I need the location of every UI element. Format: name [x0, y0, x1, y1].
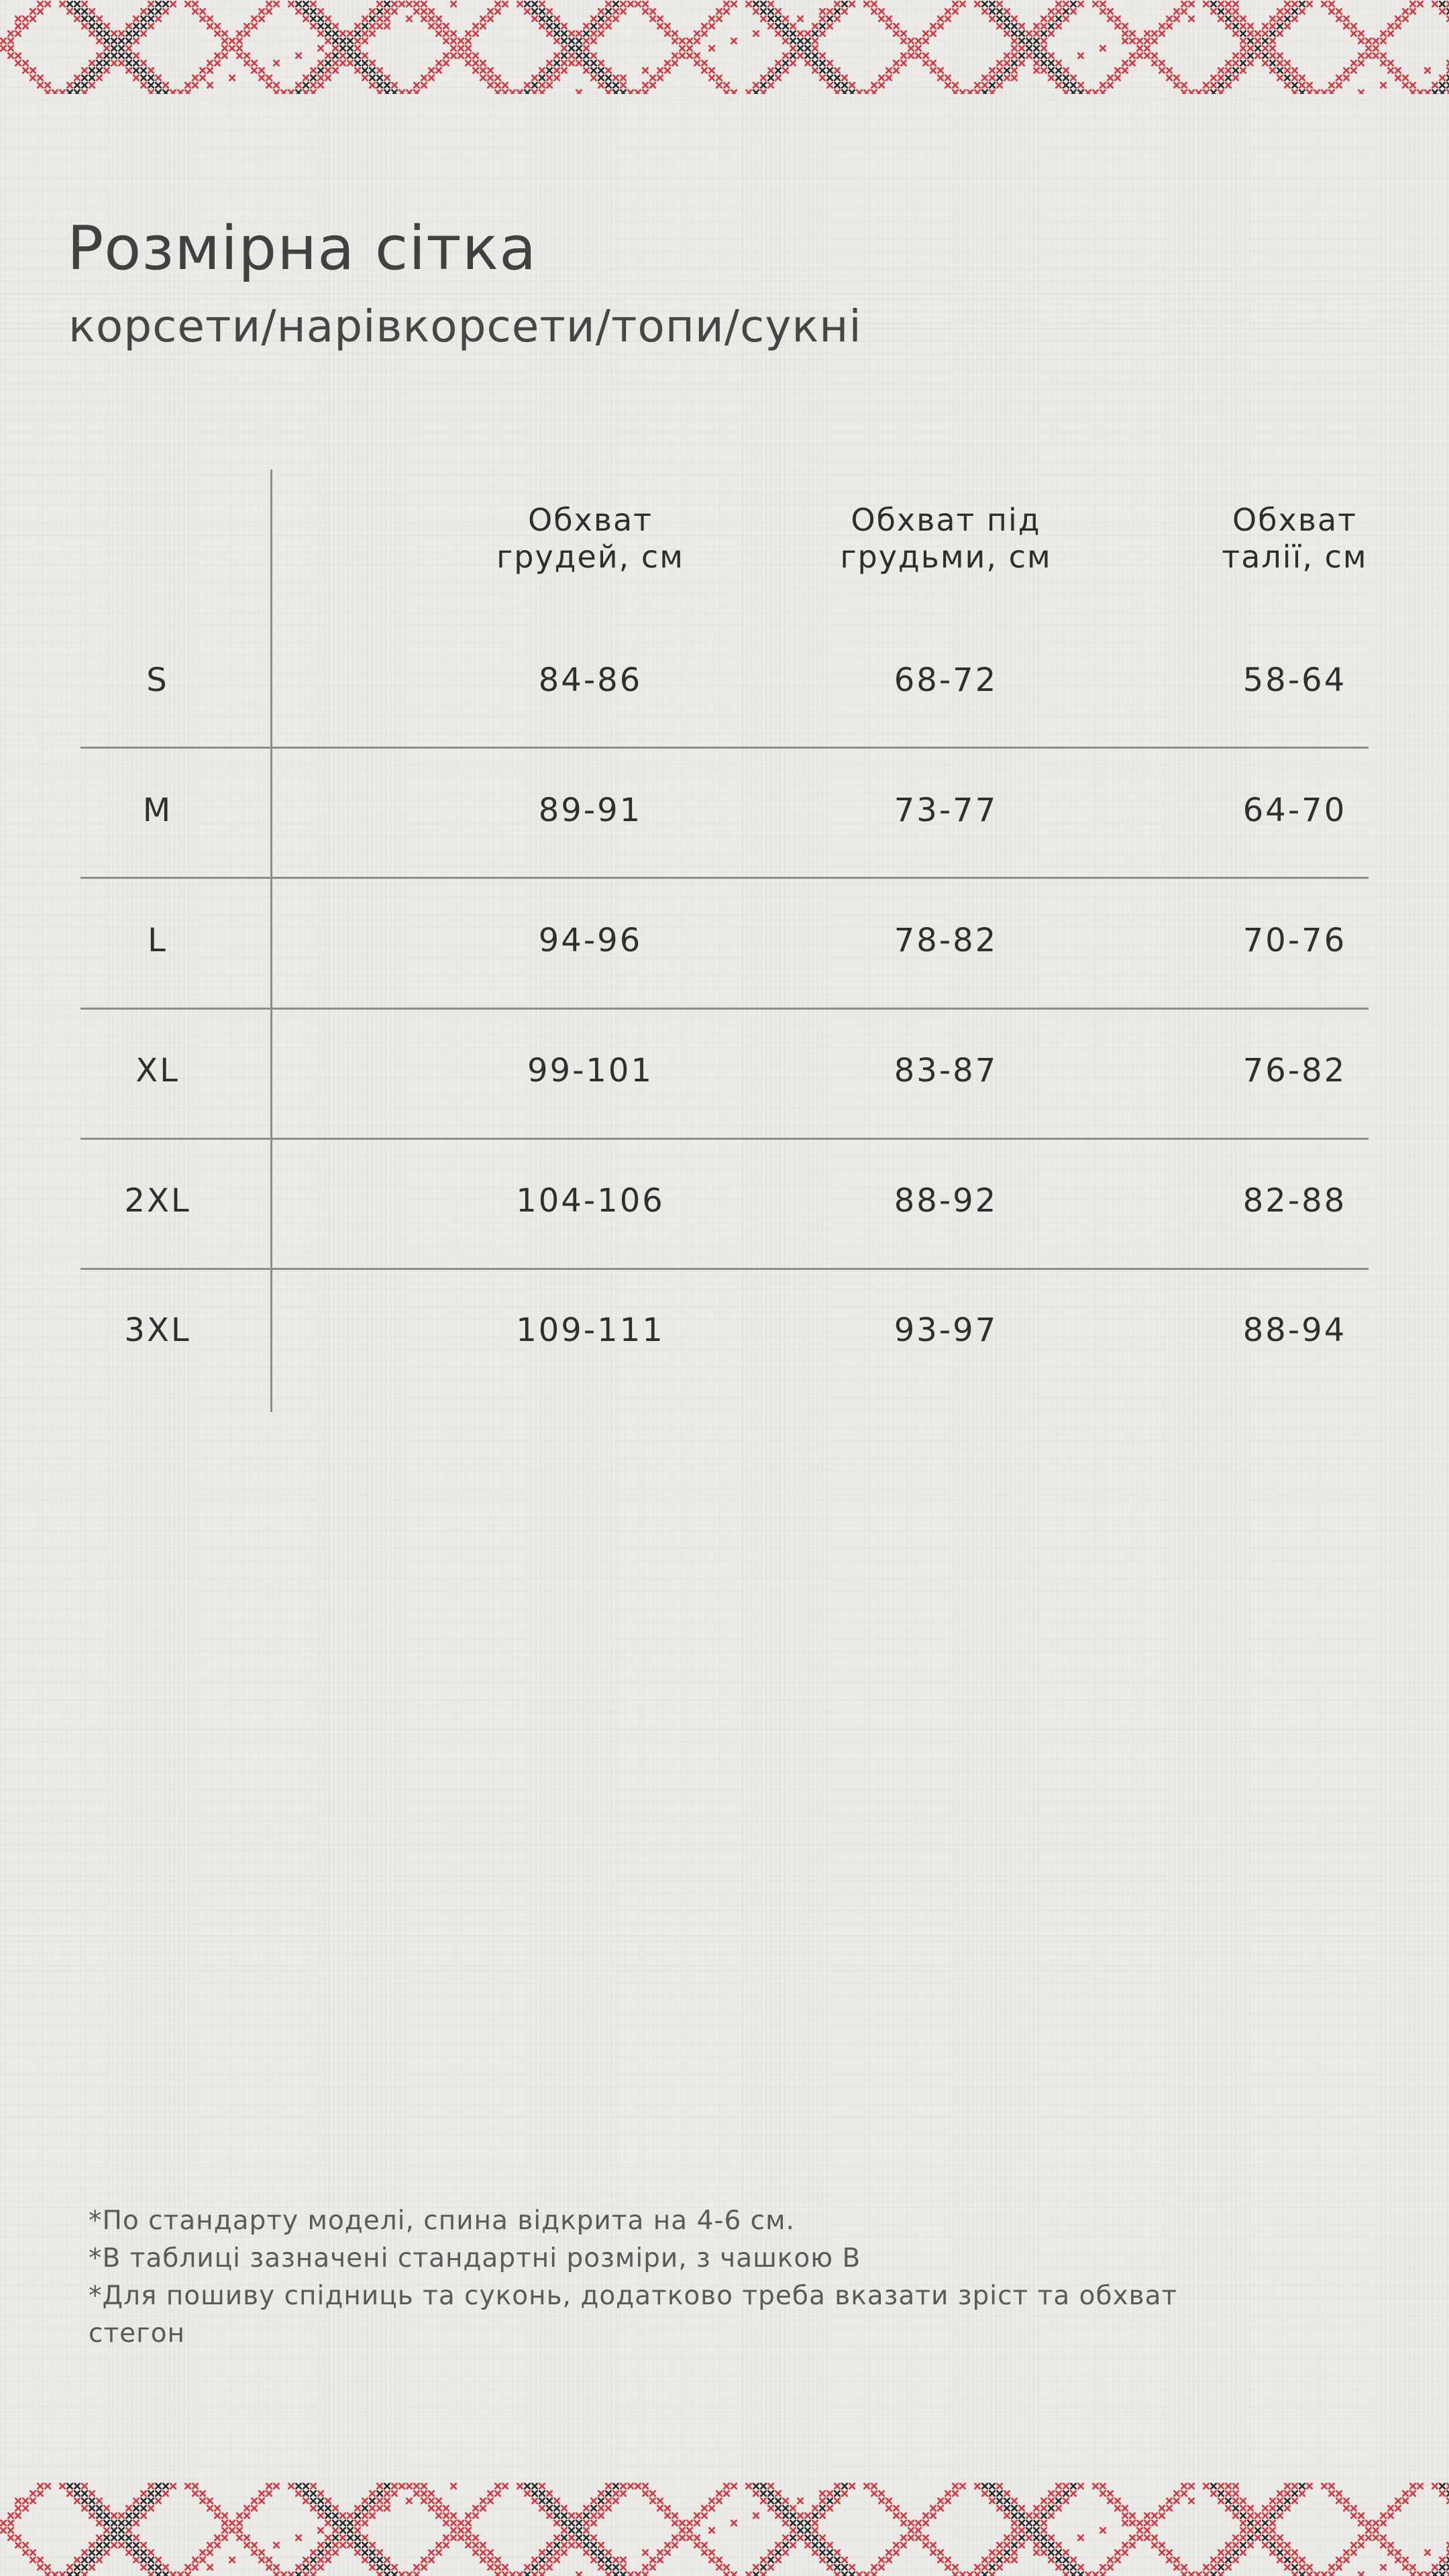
bust-cell: 94-96: [538, 922, 643, 959]
underbust-cell: 93-97: [894, 1311, 998, 1349]
column-header-waist: Обхват талії, см: [1222, 502, 1368, 575]
size-cell: S: [146, 661, 169, 699]
bust-cell: 84-86: [538, 661, 643, 699]
size-cell: 3XL: [124, 1311, 191, 1349]
underbust-cell: 73-77: [894, 792, 998, 829]
row-divider: [80, 877, 1368, 879]
footnote-line: *В таблиці зазначені стандартні розміри, з чашкою В: [89, 2243, 861, 2273]
page-subtitle: корсети/нарівкорсети/топи/сукні: [68, 301, 862, 352]
waist-cell: 88-94: [1242, 1311, 1347, 1349]
bust-cell: 99-101: [527, 1052, 653, 1089]
cross-stitch-ornament-bottom: [0, 2482, 1449, 2576]
waist-cell: 82-88: [1242, 1182, 1347, 1220]
embroidery-border-top: [0, 0, 1449, 94]
size-cell: 2XL: [124, 1182, 191, 1220]
table-vertical-divider: [270, 470, 272, 1412]
underbust-cell: 78-82: [894, 922, 998, 959]
row-divider: [80, 747, 1368, 749]
footnotes: [89, 2202, 1263, 2353]
size-table: [80, 470, 1368, 1412]
underbust-cell: 83-87: [894, 1052, 998, 1089]
page-title: Розмірна сітка: [67, 213, 537, 284]
column-header-underbust: Обхват під грудьми, см: [840, 502, 1052, 575]
waist-cell: 64-70: [1242, 792, 1347, 829]
underbust-cell: 88-92: [894, 1182, 998, 1220]
size-cell: L: [148, 922, 168, 959]
waist-cell: 76-82: [1242, 1052, 1347, 1089]
row-divider: [80, 1268, 1368, 1270]
cross-stitch-ornament-top: [0, 0, 1449, 94]
waist-cell: 58-64: [1242, 661, 1347, 699]
bust-cell: 89-91: [538, 792, 643, 829]
size-cell: M: [142, 792, 173, 829]
underbust-cell: 68-72: [894, 661, 998, 699]
footnote-line: *Для пошиву спідниць та суконь, додатково треба вказати зріст та обхват стегон: [89, 2281, 1178, 2349]
footnote-line: *По стандарту моделі, спина відкрита на 4-6 см.: [89, 2206, 795, 2236]
row-divider: [80, 1008, 1368, 1010]
size-cell: XL: [136, 1052, 180, 1089]
column-header-bust: Обхват грудей, см: [496, 502, 684, 575]
bust-cell: 109-111: [516, 1311, 665, 1349]
waist-cell: 70-76: [1242, 922, 1347, 959]
bust-cell: 104-106: [516, 1182, 665, 1220]
row-divider: [80, 1138, 1368, 1140]
embroidery-border-bottom: [0, 2482, 1449, 2576]
